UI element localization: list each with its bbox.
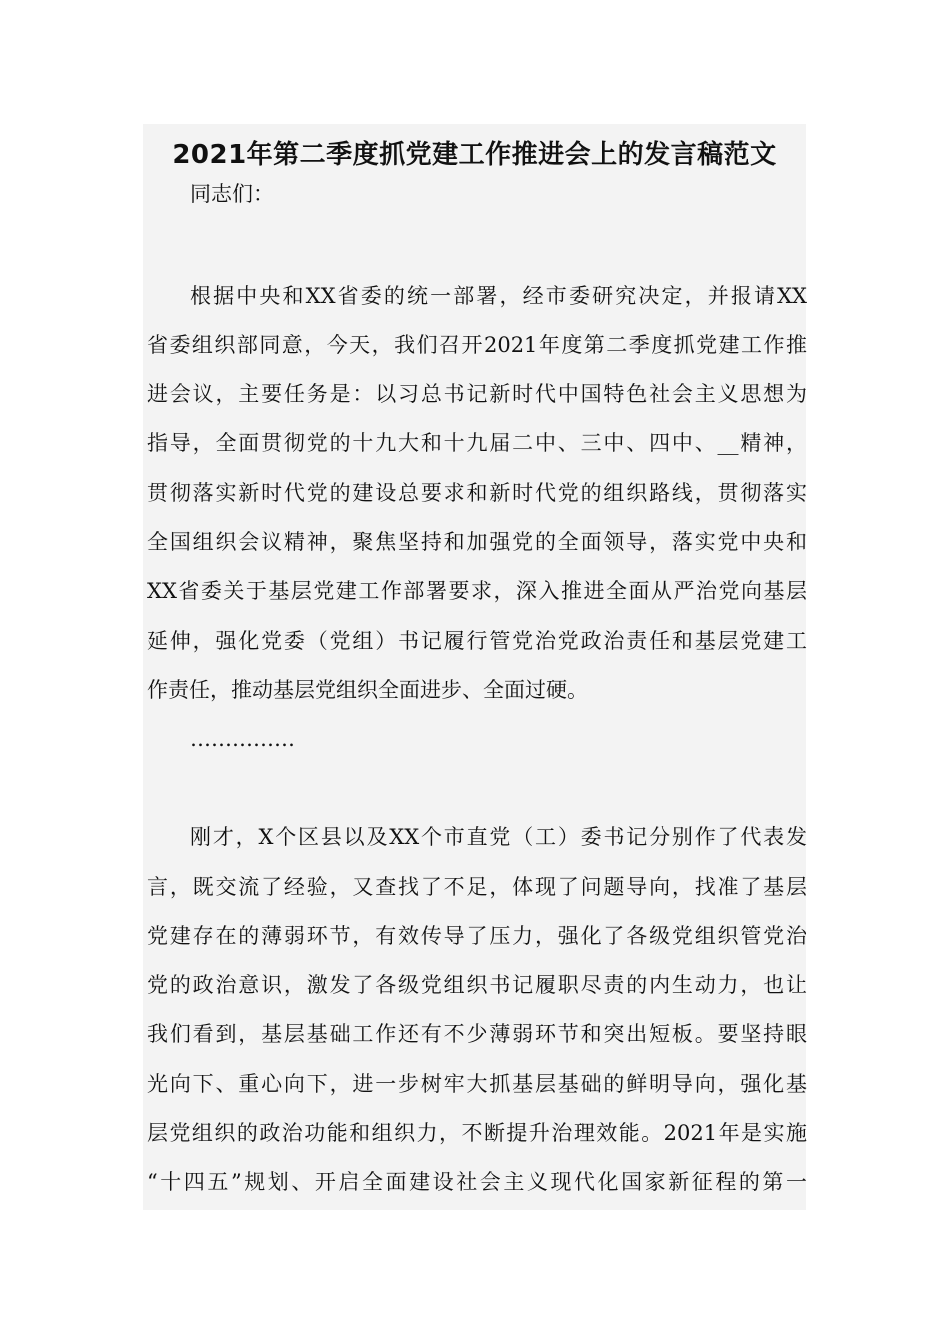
- paragraph-1-line: 作责任，推动基层党组织全面进步、全面过硬。: [147, 678, 588, 702]
- document-title: 2021年第二季度抓党建工作推进会上的发言稿范文: [172, 140, 777, 170]
- paragraph-2-line: 层党组织的政治功能和组织力，不断提升治理效能。2021年是实施: [147, 1121, 807, 1145]
- paragraph-1-line: 根据中央和XX省委的统一部署，经市委研究决定，并报请XX: [190, 284, 807, 308]
- paragraph-2-line: 党的政治意识，激发了各级党组织书记履职尽责的内生动力，也让: [147, 973, 807, 997]
- paragraph-2-line: 刚才，X个区县以及XX个市直党（工）委书记分别作了代表发: [190, 825, 807, 849]
- paragraph-2-line: 我们看到，基层基础工作还有不少薄弱环节和突出短板。要坚持眼: [147, 1022, 807, 1046]
- paragraph-1-line: 全国组织会议精神，聚焦坚持和加强党的全面领导，落实党中央和: [147, 530, 807, 554]
- paragraph-1-line: 省委组织部同意，今天，我们召开2021年度第二季度抓党建工作推: [147, 333, 807, 357]
- ellipsis-separator: ……………: [190, 727, 295, 751]
- paragraph-1-line: 进会议，主要任务是：以习总书记新时代中国特色社会主义思想为: [147, 382, 807, 406]
- paragraph-1-line: 指导，全面贯彻党的十九大和十九届二中、三中、四中、__精神，: [147, 431, 807, 455]
- paragraph-2-line: 言，既交流了经验，又查找了不足，体现了问题导向，找准了基层: [147, 875, 807, 899]
- salutation: 同志们：: [190, 182, 274, 206]
- paragraph-1-line: 延伸，强化党委（党组）书记履行管党治党政治责任和基层党建工: [147, 629, 807, 653]
- paragraph-2-line: “十四五”规划、开启全面建设社会主义现代化国家新征程的第一: [147, 1170, 807, 1194]
- paragraph-1-line: XX省委关于基层党建工作部署要求，深入推进全面从严治党向基层: [147, 579, 807, 603]
- paragraph-2-line: 党建存在的薄弱环节，有效传导了压力，强化了各级党组织管党治: [147, 924, 807, 948]
- paragraph-1-line: 贯彻落实新时代党的建设总要求和新时代党的组织路线，贯彻落实: [147, 481, 807, 505]
- paragraph-2-line: 光向下、重心向下，进一步树牢大抓基层基础的鲜明导向，强化基: [147, 1072, 807, 1096]
